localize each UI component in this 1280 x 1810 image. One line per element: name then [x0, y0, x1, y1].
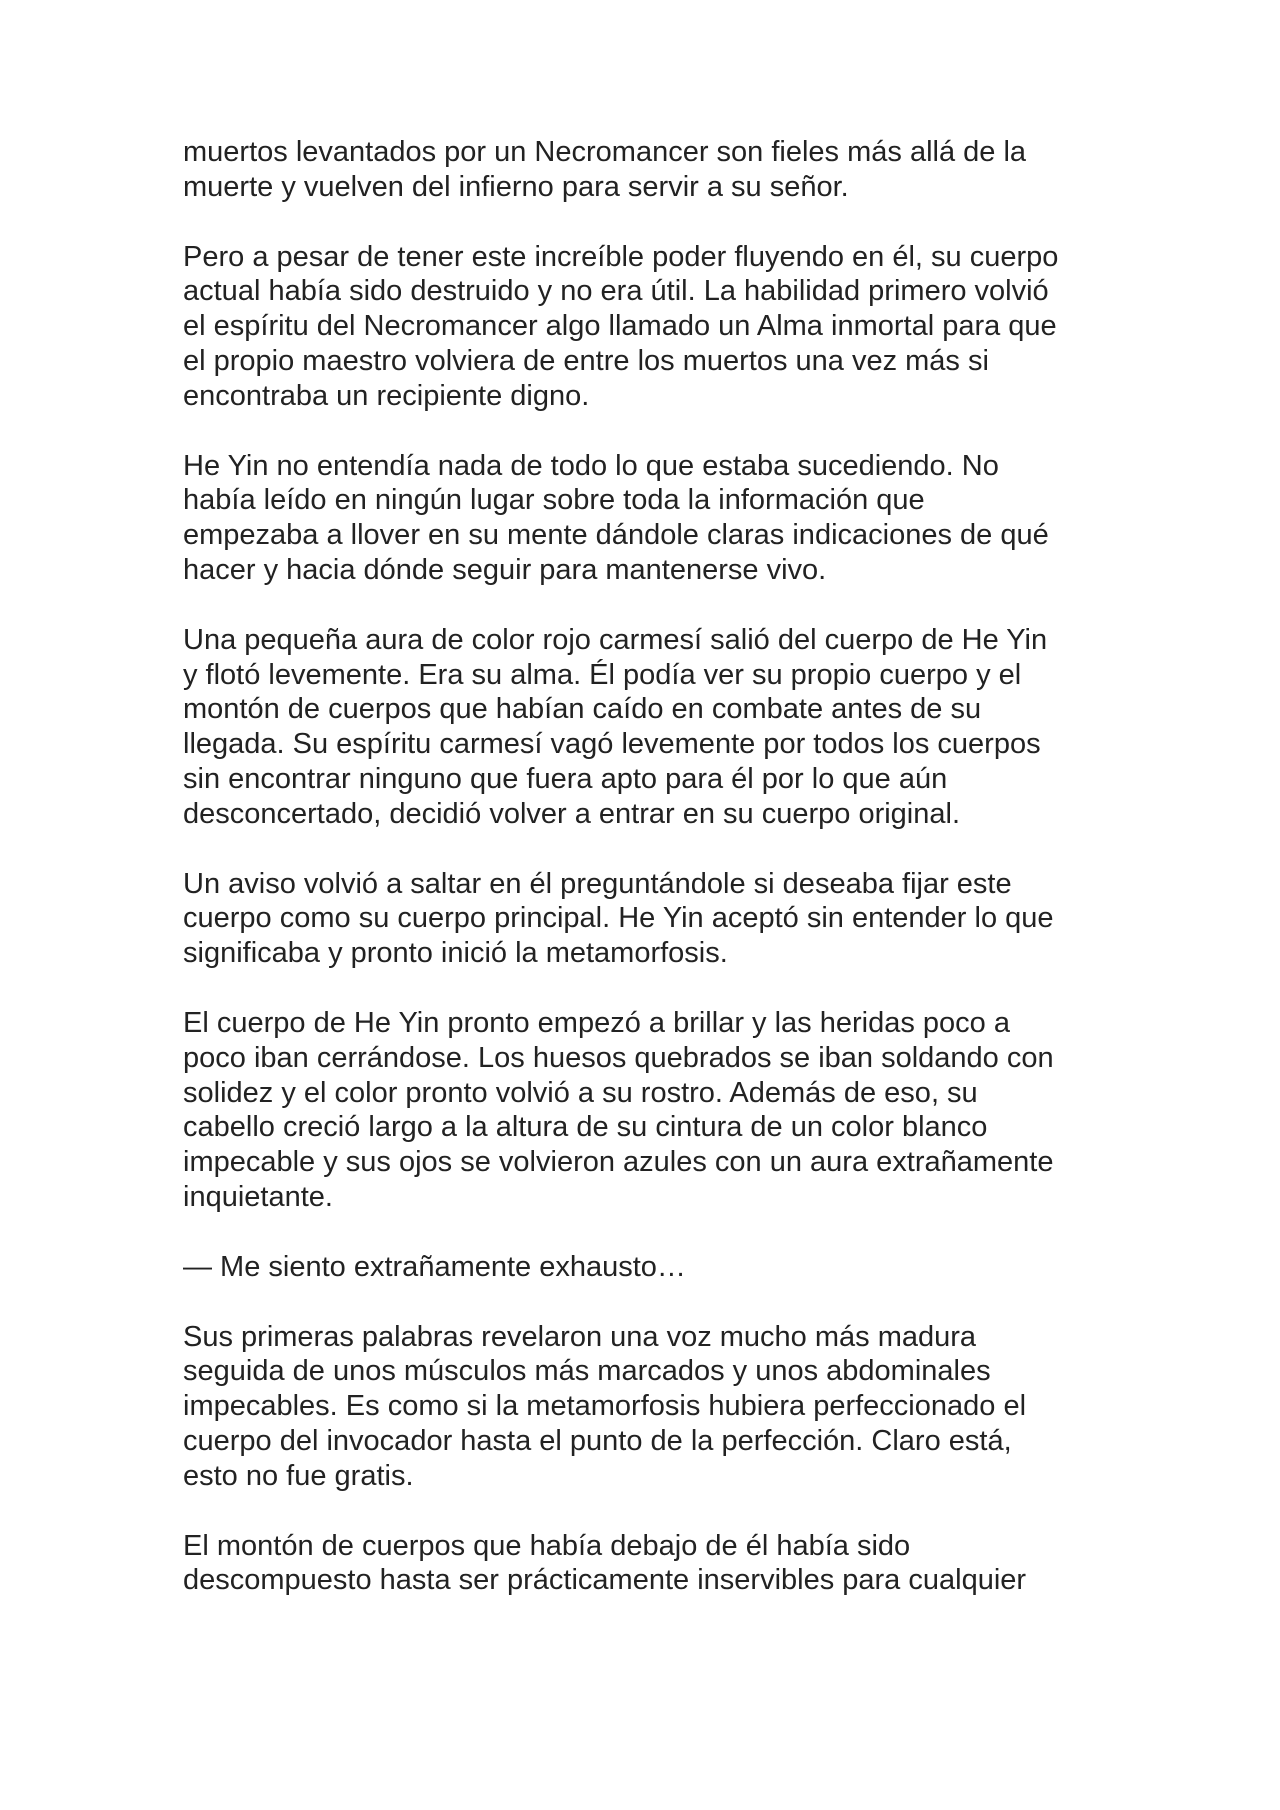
paragraph — [183, 449, 1113, 588]
text-line: montón de cuerpos que habían caído en combate antes de su — [183, 693, 982, 726]
paragraph-dialogue — [183, 1250, 1113, 1285]
text-line: hacer y hacia dónde seguir para mantenerse vivo. — [183, 553, 827, 586]
text-line: Sus primeras palabras revelaron una voz mucho más madura — [183, 1320, 977, 1353]
text-line: encontraba un recipiente digno. — [183, 379, 590, 412]
text-line: cuerpo del invocador hasta el punto de la perfección. Claro está, — [183, 1424, 1012, 1457]
text-line: Una pequeña aura de color rojo carmesí salió del cuerpo de He Yin — [183, 623, 1048, 656]
body-text — [183, 135, 1113, 1633]
text-line: El cuerpo de He Yin pronto empezó a brillar y las heridas poco a — [183, 1006, 1010, 1039]
text-line: Un aviso volvió a saltar en él preguntándole si deseaba fijar este — [183, 867, 1012, 900]
paragraph — [183, 1006, 1113, 1215]
text-line: el espíritu del Necromancer algo llamado un Alma inmortal para que — [183, 310, 1057, 343]
paragraph — [183, 623, 1113, 832]
text-line: significaba y pronto inició la metamorfosis. — [183, 937, 728, 970]
paragraph — [183, 1320, 1113, 1494]
paragraph — [183, 867, 1113, 971]
text-line: desconcertado, decidió volver a entrar en su cuerpo original. — [183, 797, 961, 830]
text-line: llegada. Su espíritu carmesí vagó levemente por todos los cuerpos — [183, 728, 1041, 761]
text-line: impecables. Es como si la metamorfosis hubiera perfeccionado el — [183, 1390, 1027, 1423]
paragraph — [183, 1529, 1113, 1599]
text-line: cabello creció largo a la altura de su cintura de un color blanco — [183, 1111, 988, 1144]
text-line: Pero a pesar de tener este increíble poder fluyendo en él, su cuerpo — [183, 240, 1059, 273]
text-line: sin encontrar ninguno que fuera apto para él por lo que aún — [183, 762, 948, 795]
text-line: impecable y sus ojos se volvieron azules con un aura extrañamente — [183, 1146, 1054, 1179]
text-line: solidez y el color pronto volvió a su rostro. Además de eso, su — [183, 1076, 978, 1109]
text-line: actual había sido destruido y no era útil. La habilidad primero volvió — [183, 275, 1049, 308]
text-line: y flotó levemente. Era su alma. Él podía ver su propio cuerpo y el — [183, 658, 1022, 691]
paragraph — [183, 240, 1113, 414]
text-line: el propio maestro volviera de entre los muertos una vez más si — [183, 344, 989, 377]
text-line: poco iban cerrándose. Los huesos quebrados se iban soldando con — [183, 1041, 1054, 1074]
text-line: descompuesto hasta ser prácticamente inservibles para cualquier — [183, 1564, 1027, 1597]
text-line: cuerpo como su cuerpo principal. He Yin aceptó sin entender lo que — [183, 902, 1054, 935]
text-line: muerte y vuelven del infierno para servir a su señor. — [183, 170, 849, 203]
text-line: El montón de cuerpos que había debajo de él había sido — [183, 1529, 911, 1562]
text-line: esto no fue gratis. — [183, 1459, 414, 1492]
text-line: empezaba a llover en su mente dándole claras indicaciones de qué — [183, 519, 1049, 552]
text-line: inquietante. — [183, 1180, 333, 1213]
text-line: había leído en ningún lugar sobre toda la información que — [183, 484, 925, 517]
paragraph — [183, 135, 1113, 205]
text-line: He Yin no entendía nada de todo lo que estaba sucediendo. No — [183, 449, 999, 482]
text-line: — Me siento extrañamente exhausto… — [183, 1250, 686, 1283]
text-line: seguida de unos músculos más marcados y unos abdominales — [183, 1355, 991, 1388]
text-line: muertos levantados por un Necromancer son fieles más allá de la — [183, 136, 1027, 168]
